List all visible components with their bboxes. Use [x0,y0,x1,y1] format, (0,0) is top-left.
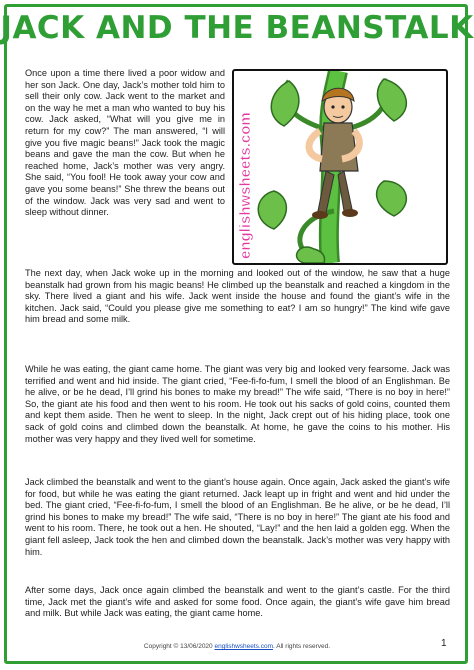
copyright-suffix: . All rights reserved. [273,643,331,650]
watermark [232,69,258,265]
paragraph-3: While he was eating, the giant came home. The giant was very big and looked very fearsome. Jack was terrified and went and hid inside. The giant cried, “Fee-fi-fo-fum, I smell the blood of an Englishman. Be he alive, or be he dead, I’ll grind his bones to make my bread!” The wife said, “There is no boy in here!” So, the giant ate his food and then went to his room. He took out his sacks of gold coins, counted them and kept them aside. Then he went to sleep. In the night, Jack crept out of his hiding place, took one sack of gold coins and climbed down the beanstalk. At home, he gave the coins to his mother. His mother was very happy and they lived well for sometime. [25,364,450,444]
page-number: 1 [441,638,447,649]
copyright-text: Copyright © 13/06/2020 [143,643,215,650]
paragraph-1: Once upon a time there lived a poor widow and her son Jack. One day, Jack’s mother told him to sell their only cow. Jack went to the market and on the way he met a man who wanted to buy his cow. Jack asked, “What will you give me in return for my cow?” The man answered, “I will give you five magic beans!” Jack took the magic beans and gave the man the cow. But when he reached home, Jack’s mother was very angry. She said, “You fool! He took away your cow and gave you some beans!” She threw the beans out of the window. Jack was very sad and went to sleep without dinner. [25,68,225,218]
paragraph-5: After some days, Jack once again climbed the beanstalk and went to the giant’s castle. For the third time, Jack met the giant’s wife and asked for some food. Once again, the giant’s wife gave him bread and milk. But while Jack was eating, the giant came home. [25,585,450,619]
copyright-footer [0,643,474,650]
paragraph-4: Jack climbed the beanstalk and went to the giant’s house again. Once again, Jack asked the giant’s wife for food, but while he was eating the giant returned. Jack leapt up in fright and went and hid under the bed. The giant cried, “Fee-fi-fo-fum, I smell the blood of an Englishman. Be he alive, or be he dead, I’ll grind his bones to make my bread!” The wife said, “There is no boy in here!” The giant ate his food and went to his room. There, he took out a hen. He shouted, “Lay!” and the hen laid a golden egg. When the giant fell asleep, Jack took the hen and climbed down the beanstalk. Jack’s mother was very happy with him. [25,477,450,557]
footer-link[interactable]: englishwsheets.com [214,643,273,650]
paragraph-2: The next day, when Jack woke up in the morning and looked out of the window, he saw that a huge beanstalk had grown from his magic beans! He climbed up the beanstalk and reached a kingdom in the sky. There lived a giant and his wife. Jack went inside the house and found the giant’s wife in the kitchen. Jack said, “Could you please give me something to eat? I am so hungry!” The kind wife gave him bread and some milk. [25,268,450,325]
worksheet-title: JACK AND THE BEANSTALK [0,10,474,46]
svg-text:englishwsheets.com: englishwsheets.com [237,112,254,259]
jack-beanstalk-illustration [232,69,448,265]
